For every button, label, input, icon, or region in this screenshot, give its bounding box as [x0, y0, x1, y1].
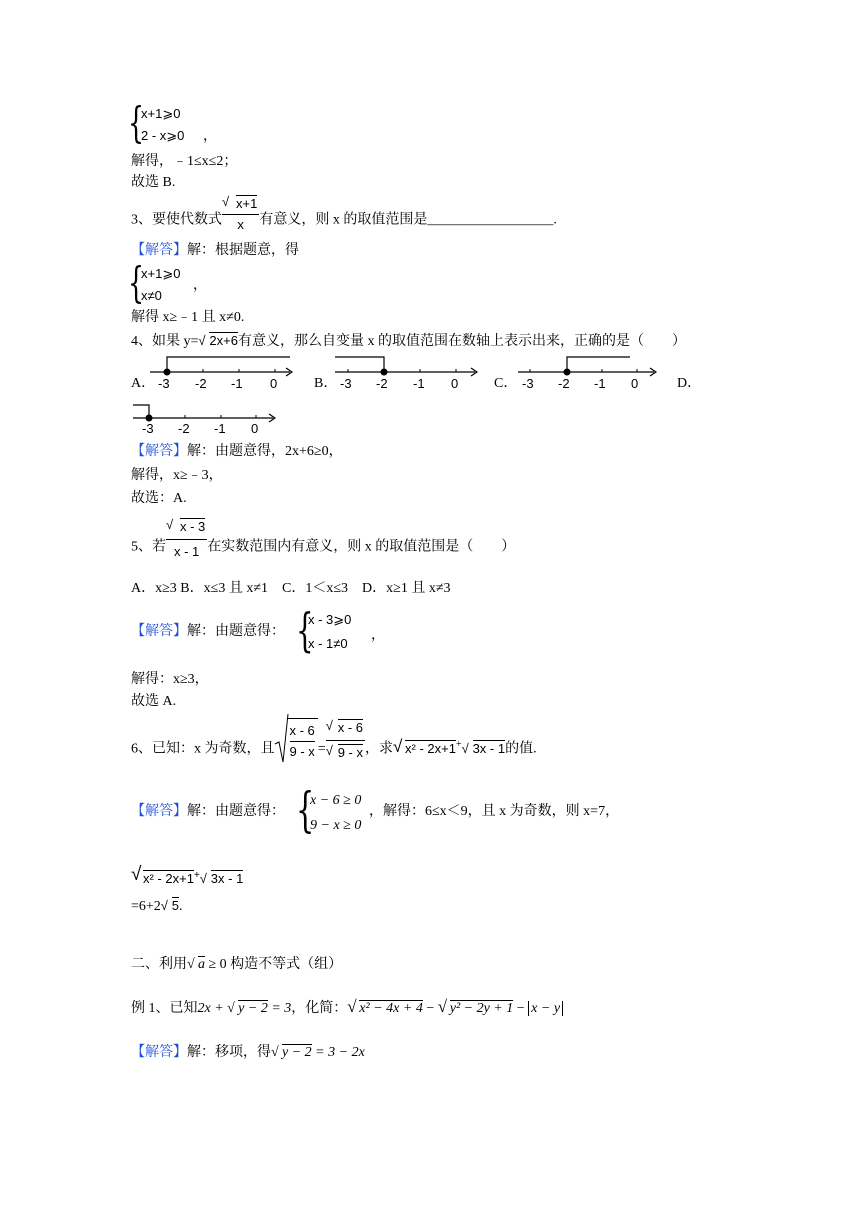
solution-header — [131, 442, 343, 462]
radicand: x² − 4x + 4 — [359, 1001, 423, 1016]
tick-label: -2 — [195, 376, 207, 391]
section-title — [131, 955, 342, 975]
tick-label: -3 — [158, 376, 170, 391]
sqrt-sign: √ — [187, 957, 195, 972]
option-b-label[interactable]: B． — [314, 376, 338, 391]
sqrt-sign: √ — [347, 997, 357, 1016]
system-brace: { — [128, 98, 145, 147]
answer-tag: 【解答】 — [131, 804, 187, 819]
system-row: x+1⩾0 — [141, 106, 181, 121]
example-text: ，化简： — [291, 1001, 348, 1016]
system-row: x≠0 — [141, 288, 162, 303]
fraction-numerator: x - 6 — [290, 721, 315, 742]
absolute-value: x − y — [528, 1001, 563, 1016]
sqrt-expression — [347, 997, 423, 1016]
number-line-a — [150, 355, 300, 395]
question-4 — [131, 331, 686, 352]
sqrt-expression — [393, 736, 456, 756]
expression-line — [131, 866, 243, 889]
sqrt-expression — [227, 1001, 268, 1016]
radicand: 2x+6 — [209, 333, 238, 348]
sqrt-expression — [437, 997, 514, 1016]
radicand: x² - 2x+1 — [405, 740, 456, 756]
fraction-denominator: x — [237, 217, 244, 232]
tick-label: -3 — [340, 376, 352, 391]
sqrt-of-fraction — [275, 718, 318, 762]
answer-choice-line: 故选：A. — [131, 491, 187, 506]
inequality-system — [308, 608, 351, 656]
solution-line: 解得 x≥﹣1 且 x≠0. — [131, 310, 245, 325]
radicand: y − 2 — [282, 1045, 312, 1060]
question-3 — [131, 194, 557, 235]
sqrt-sign: √ — [461, 740, 469, 756]
range-bracket — [335, 357, 384, 372]
system-row: 2 - x⩾0 — [141, 128, 185, 143]
system-row: x - 3⩾0 — [308, 612, 352, 627]
tick-label: 0 — [270, 376, 278, 391]
tick-label: -1 — [214, 421, 226, 436]
answer-text: 解：根据题意，得 — [187, 243, 299, 258]
question-text: 6、已知：x 为奇数，且 — [131, 741, 275, 757]
radicand: a — [198, 957, 205, 972]
sqrt-sign: √ — [131, 864, 142, 886]
sqrt-expression — [462, 741, 506, 756]
sqrt-expression — [200, 871, 244, 886]
question-6 — [131, 717, 537, 763]
answer-text: 解：由题意得： — [187, 624, 285, 639]
tick-label: -1 — [231, 376, 243, 391]
section-title-text: ≥ 0 — [205, 957, 227, 972]
sqrt-expression — [161, 898, 179, 913]
inequality-system — [141, 103, 184, 147]
fraction-of-roots — [326, 718, 365, 763]
fraction-denominator: x - 1 — [174, 544, 200, 559]
sqrt-sign: √ — [271, 1045, 279, 1060]
option-d-label[interactable]: D． — [677, 376, 702, 391]
answer-tag: 【解答】 — [131, 1045, 187, 1060]
answer-tag: 【解答】 — [131, 624, 187, 639]
sqrt-sign: √ — [325, 742, 333, 758]
tick-label: -2 — [558, 376, 570, 391]
solid-point — [564, 369, 571, 376]
example-text: 例 1、已知 — [131, 1001, 198, 1016]
answer-text: 解：移项，得 — [187, 1045, 271, 1060]
answer-choice-line: 故选 B. — [131, 175, 176, 190]
section-title-text: 构造不等式（组） — [226, 957, 343, 972]
math-term: = 3 — [267, 1001, 292, 1016]
sqrt-sign: √ — [437, 997, 448, 1016]
fraction-denominator: 9 - x — [337, 744, 363, 760]
fraction — [222, 194, 259, 235]
example-1 — [131, 999, 563, 1019]
math-term: 2x + — [197, 1001, 228, 1016]
answer-choice-line: 故选 A. — [131, 694, 177, 709]
range-bracket — [167, 357, 290, 372]
sqrt-sign: √ — [325, 717, 333, 733]
solution-header — [131, 241, 299, 261]
answer-blank: __________________. — [427, 212, 557, 228]
solution-header — [131, 1043, 365, 1063]
result-line — [131, 896, 183, 917]
sqrt-expression — [187, 957, 205, 972]
fraction-numerator: x - 6 — [337, 719, 363, 735]
radicand: 3x - 1 — [210, 871, 244, 887]
range-bracket — [567, 357, 630, 372]
question-text: 3、要使代数式 — [131, 212, 222, 228]
fraction — [166, 517, 207, 562]
system-row: x - 1≠0 — [308, 636, 348, 651]
answer-tag: 【解答】 — [131, 243, 187, 258]
number-line-c — [518, 355, 668, 395]
inequality-system — [310, 788, 361, 838]
question-text: 5、若 — [131, 539, 166, 555]
number-line-d — [133, 402, 283, 442]
answer-tag: 【解答】 — [131, 444, 187, 459]
question-text: 有意义，那么自变量 x 的取值范围在数轴上表示出来，正确的是（ ） — [237, 334, 686, 349]
option-a-label[interactable]: A． — [131, 376, 156, 391]
inequality-system — [141, 263, 180, 307]
system-brace: { — [296, 782, 315, 838]
solution-line: 解得，﹣1≤x≤2； — [131, 154, 238, 169]
sqrt-expression — [131, 864, 194, 887]
sqrt-sign: √ — [166, 517, 174, 532]
fraction-numerator: x+1 — [236, 196, 258, 211]
radicand: y² − 2y + 1 — [449, 1001, 514, 1016]
solution-after-system: ，解得：6≤x＜9，且 x 为奇数，则 x=7， — [369, 804, 620, 819]
plus-sign: + — [193, 870, 200, 881]
system-row: 9 − x ≥ 0 — [310, 818, 362, 833]
solution-line: 解得，x≥﹣3， — [131, 468, 223, 483]
tick-label: -2 — [376, 376, 388, 391]
sqrt-sign: √ — [227, 1001, 235, 1016]
answer-options: A．x≥3 B．x≤3 且 x≠1 C．1＜x≤3 D．x≥1 且 x≠3 — [131, 581, 451, 596]
tick-label: -2 — [178, 421, 190, 436]
radicand: x² - 2x+1 — [143, 871, 194, 887]
sqrt-sign: √ — [198, 333, 206, 348]
system-tail: ， — [193, 278, 207, 293]
solution-header — [131, 622, 285, 642]
system-tail: ， — [371, 628, 385, 643]
answer-text: 解：由题意得，2x+6≥0， — [187, 444, 343, 459]
system-row: x+1⩾0 — [141, 266, 181, 281]
sqrt-expression — [198, 333, 238, 348]
answer-text: 解：由题意得： — [187, 804, 285, 819]
tick-label: 0 — [251, 421, 259, 436]
radicand: 5 — [171, 898, 180, 913]
sqrt-sign: √ — [160, 898, 168, 913]
tick-label: 0 — [451, 376, 459, 391]
result-text: =6+2 — [131, 899, 161, 914]
minus-sign: − — [513, 1001, 529, 1016]
question-text: ，求 — [365, 741, 393, 757]
solid-point — [381, 369, 388, 376]
equals-sign: = — [317, 741, 326, 757]
solution-line: 解得：x≥3， — [131, 672, 209, 687]
solution-header — [131, 802, 285, 822]
system-row: x − 6 ≥ 0 — [310, 793, 362, 808]
system-tail: ， — [203, 129, 217, 144]
question-5 — [131, 517, 516, 562]
minus-sign: − — [422, 1001, 438, 1016]
system-brace: { — [128, 258, 145, 307]
sqrt-sign: √ — [222, 194, 230, 209]
tick-label: -1 — [413, 376, 425, 391]
tick-label: -1 — [594, 376, 606, 391]
math-term: = 3 − 2x — [311, 1045, 365, 1060]
solid-point — [164, 369, 171, 376]
number-line-b — [335, 355, 485, 395]
sqrt-sign: √ — [393, 736, 403, 756]
result-text: . — [179, 899, 183, 914]
radical-sign — [275, 714, 289, 764]
tick-label: -3 — [522, 376, 534, 391]
option-c-label[interactable]: C． — [494, 376, 518, 391]
sqrt-expression — [271, 1045, 312, 1060]
plus-sign: + — [455, 739, 462, 750]
question-text: 的值. — [505, 741, 537, 757]
radicand: y − 2 — [238, 1001, 268, 1016]
fraction-denominator: 9 - x — [289, 744, 315, 760]
radicand: 3x - 1 — [472, 740, 506, 756]
question-text: 有意义，则 x 的取值范围是 — [259, 212, 428, 228]
question-text: 在实数范围内有意义，则 x 的取值范围是（ ） — [207, 539, 516, 555]
section-title-text: 二、利用 — [131, 957, 187, 972]
question-text: 4、如果 y= — [131, 334, 199, 349]
system-brace: { — [296, 603, 314, 657]
sqrt-sign: √ — [199, 871, 207, 887]
tick-label: -3 — [142, 421, 154, 436]
fraction-numerator: x - 3 — [180, 519, 206, 534]
tick-label: 0 — [631, 376, 639, 391]
